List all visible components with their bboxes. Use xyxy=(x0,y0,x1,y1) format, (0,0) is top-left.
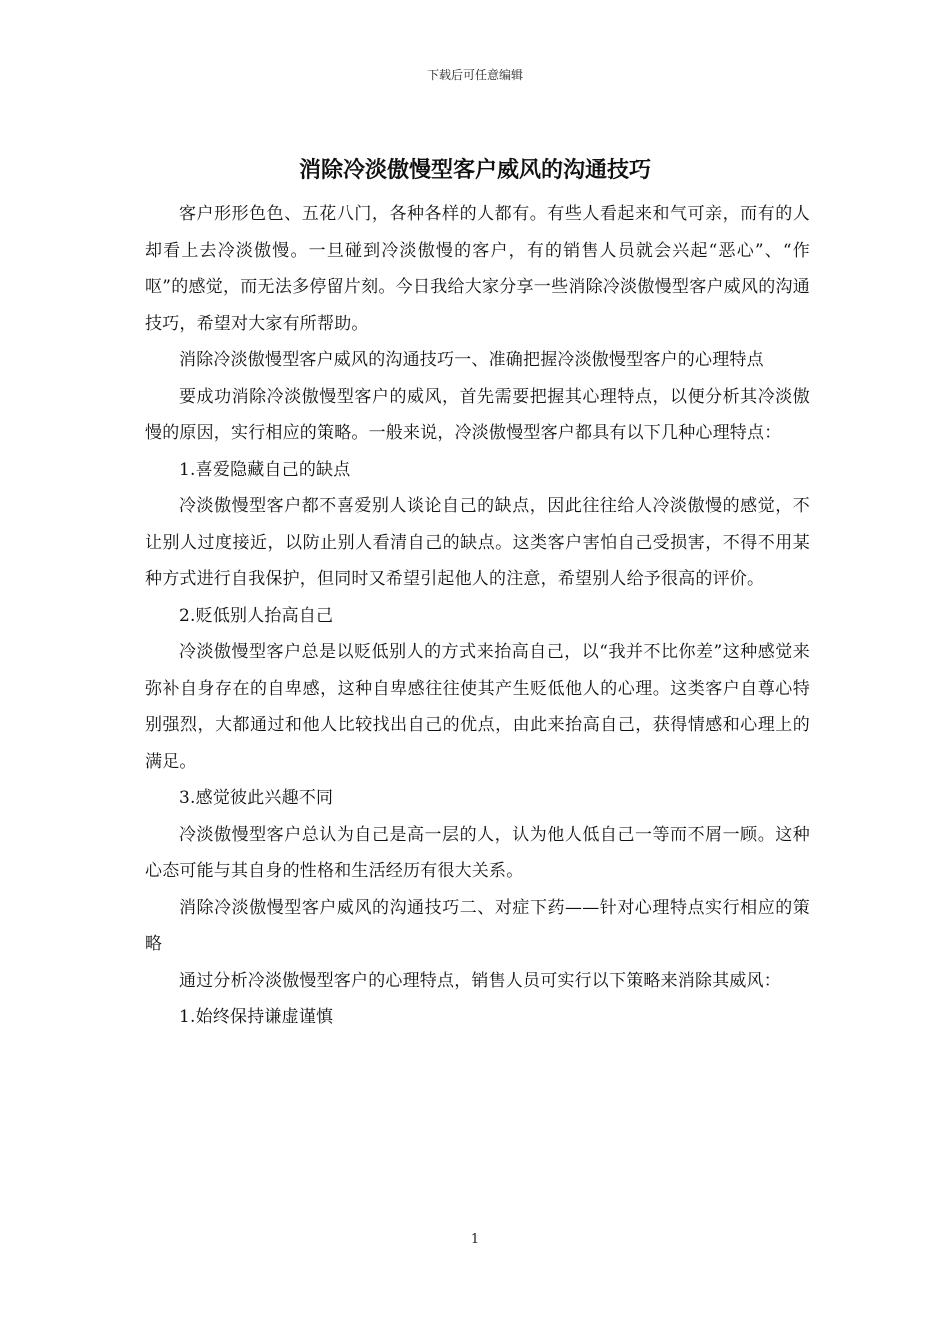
list-item-heading: 1.喜爱隐藏自己的缺点 xyxy=(179,459,351,480)
paragraph: 通过分析冷淡傲慢型客户的心理特点，销售人员可实行以下策略来消除其威风： xyxy=(179,970,781,991)
document-title: 消除冷淡傲慢型客户威风的沟通技巧 xyxy=(298,157,651,183)
paragraph: 要成功消除冷淡傲慢型客户的威风，首先需要把握其心理特点，以便分析其冷淡傲慢的原因，实行相应的策略。一般来说，冷淡傲慢型客户都具有以下几种心理特点： xyxy=(145,386,810,443)
list-item-heading: 1.始终保持谦虚谨慎 xyxy=(179,1007,334,1027)
document-body xyxy=(145,196,810,1036)
list-item-heading: 2.贬低别人抬高自己 xyxy=(179,605,334,626)
section-heading-2: 消除冷淡傲慢型客户威风的沟通技巧二、对症下药——针对心理特点实行相应的策略 xyxy=(145,897,810,954)
header-note: 下载后可任意编辑 xyxy=(426,68,523,82)
paragraph: 冷淡傲慢型客户总认为自己是高一层的人，认为他人低自己一等而不屑一顾。这种心态可能与其自身的性格和生活经历有很大关系。 xyxy=(145,824,810,881)
paragraph: 冷淡傲慢型客户总是以贬低别人的方式来抬高自己，以“我并不比你差”这种感觉来弥补自身存在的自卑感，这种自卑感往往使其产生贬低他人的心理。这类客户自尊心特别强烈，大都通过和他人比较找出自己的优点，由此来抬高自己，获得情感和心理上的满足。 xyxy=(145,642,810,772)
paragraph-intro: 客户形形色色、五花八门，各种各样的人都有。有些人看起来和气可亲，而有的人却看上去冷淡傲慢。一旦碰到冷淡傲慢的客户，有的销售人员就会兴起“恶心”、“作呕”的感觉，而无法多停留片刻。今日我给大家分享一些消除冷淡傲慢型客户威风的沟通技巧，希望对大家有所帮助。 xyxy=(145,204,810,334)
page-number: 1 xyxy=(470,1232,480,1247)
section-heading-1: 消除冷淡傲慢型客户威风的沟通技巧一、准确把握冷淡傲慢型客户的心理特点 xyxy=(179,350,764,370)
list-item-heading: 3.感觉彼此兴趣不同 xyxy=(179,788,334,808)
paragraph: 冷淡傲慢型客户都不喜爱别人谈论自己的缺点，因此往往给人冷淡傲慢的感觉，不让别人过度接近，以防止别人看清自己的缺点。这类客户害怕自己受损害，不得不用某种方式进行自我保护，但同时又希望引起他人的注意，希望别人给予很高的评价。 xyxy=(145,496,810,589)
